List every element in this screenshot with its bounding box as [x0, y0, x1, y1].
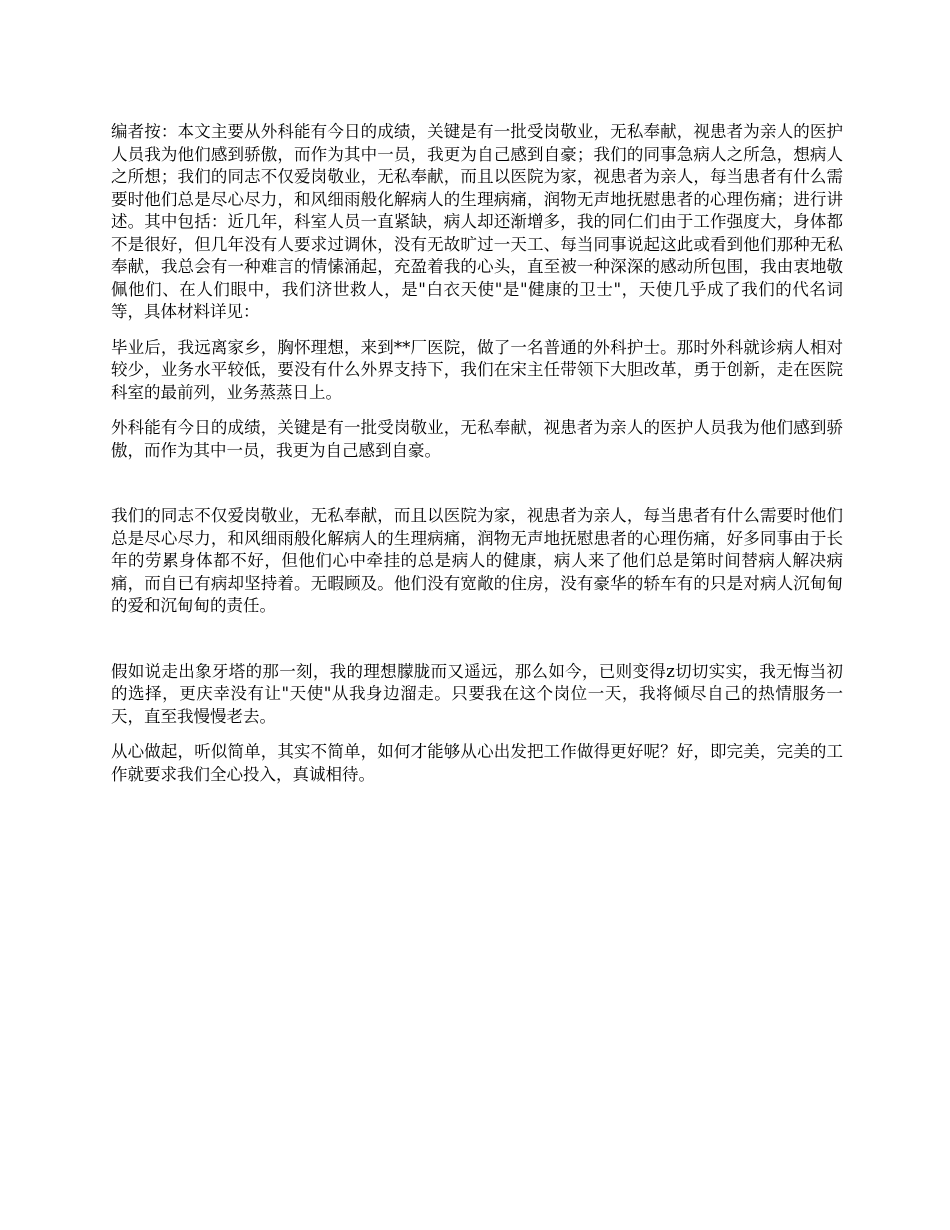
body-paragraph: 外科能有今日的成绩，关键是有一批受岗敬业，无私奉献，视患者为亲人的医护人员我为他们感到骄傲，而作为其中一员，我更为自己感到自豪。 — [111, 418, 843, 460]
body-paragraph: 毕业后，我远离家乡，胸怀理想，来到**厂医院，做了一名普通的外科护士。那时外科就诊病人相对较少，业务水平较低，要没有什么外界支持下，我们在宋主任带领下大胆改革，勇于创新，走在医院科室的最前列，业务蒸蒸日上。 — [111, 337, 843, 402]
editor-note-paragraph: 编者按：本文主要从外科能有今日的成绩，关键是有一批受岗敬业，无私奉献，视患者为亲人的医护人员我为他们感到骄傲，而作为其中一员，我更为自己感到自豪；我们的同事急病人之所急，想病人之所想；我们的同志不仅爱岗敬业，无私奉献，而且以医院为家，视患者为亲人，每当患者有什么需要时他们总是尽心尽力，和风细雨般化解病人的生理病痛，润物无声地抚慰患者的心理伤痛；进行讲述。其中包括：近几年，科室人员一直紧缺，病人却还渐增多，我的同仁们由于工作强度大，身体都不是很好，但几年没有人要求过调休，没有无故旷过一天工、每当同事说起这此或看到他们那种无私奉献，我总会有一种难言的情愫涌起，充盈着我的心头，直至被一种深深的感动所包围，我由衷地敬佩他们、在人们眼中，我们济世救人，是"白衣天使"是"健康的卫士"，天使几乎成了我们的代名词等，具体材料详见： — [111, 122, 843, 321]
body-paragraph: 假如说走出象牙塔的那一刻，我的理想朦胧而又遥远，那么如今，已则变得z切切实实，我无悔当初的选择，更庆幸没有让"天使"从我身边溜走。只要我在这个岗位一天，我将倾尽自己的热情服务一天，直至我慢慢老去。 — [111, 661, 843, 726]
paragraph-spacer — [111, 728, 843, 741]
paragraph-spacer — [111, 404, 843, 417]
body-paragraph: 我们的同志不仅爱岗敬业，无私奉献，而且以医院为家，视患者为亲人，每当患者有什么需要时他们总是尽心尽力，和风细雨般化解病人的生理病痛，润物无声地抚慰患者的心理伤痛，好多同事由于长年的劳累身体都不好，但他们心中牵挂的总是病人的健康，病人来了他们总是第时间替病人解决病痛，而自已有病却坚持着。无暇顾及。他们没有宽敞的住房，没有豪华的轿车有的只是对病人沉甸甸的爱和沉甸甸的责任。 — [111, 506, 843, 615]
paragraph-spacer — [111, 324, 843, 337]
paragraph-spacer — [111, 462, 843, 505]
body-paragraph: 从心做起，听似简单，其实不简单，如何才能够从心出发把工作做得更好呢？好，即完美，完美的工作就要求我们全心投入，真诚相待。 — [111, 742, 843, 784]
paragraph-spacer — [111, 618, 843, 661]
document-page — [111, 121, 843, 786]
